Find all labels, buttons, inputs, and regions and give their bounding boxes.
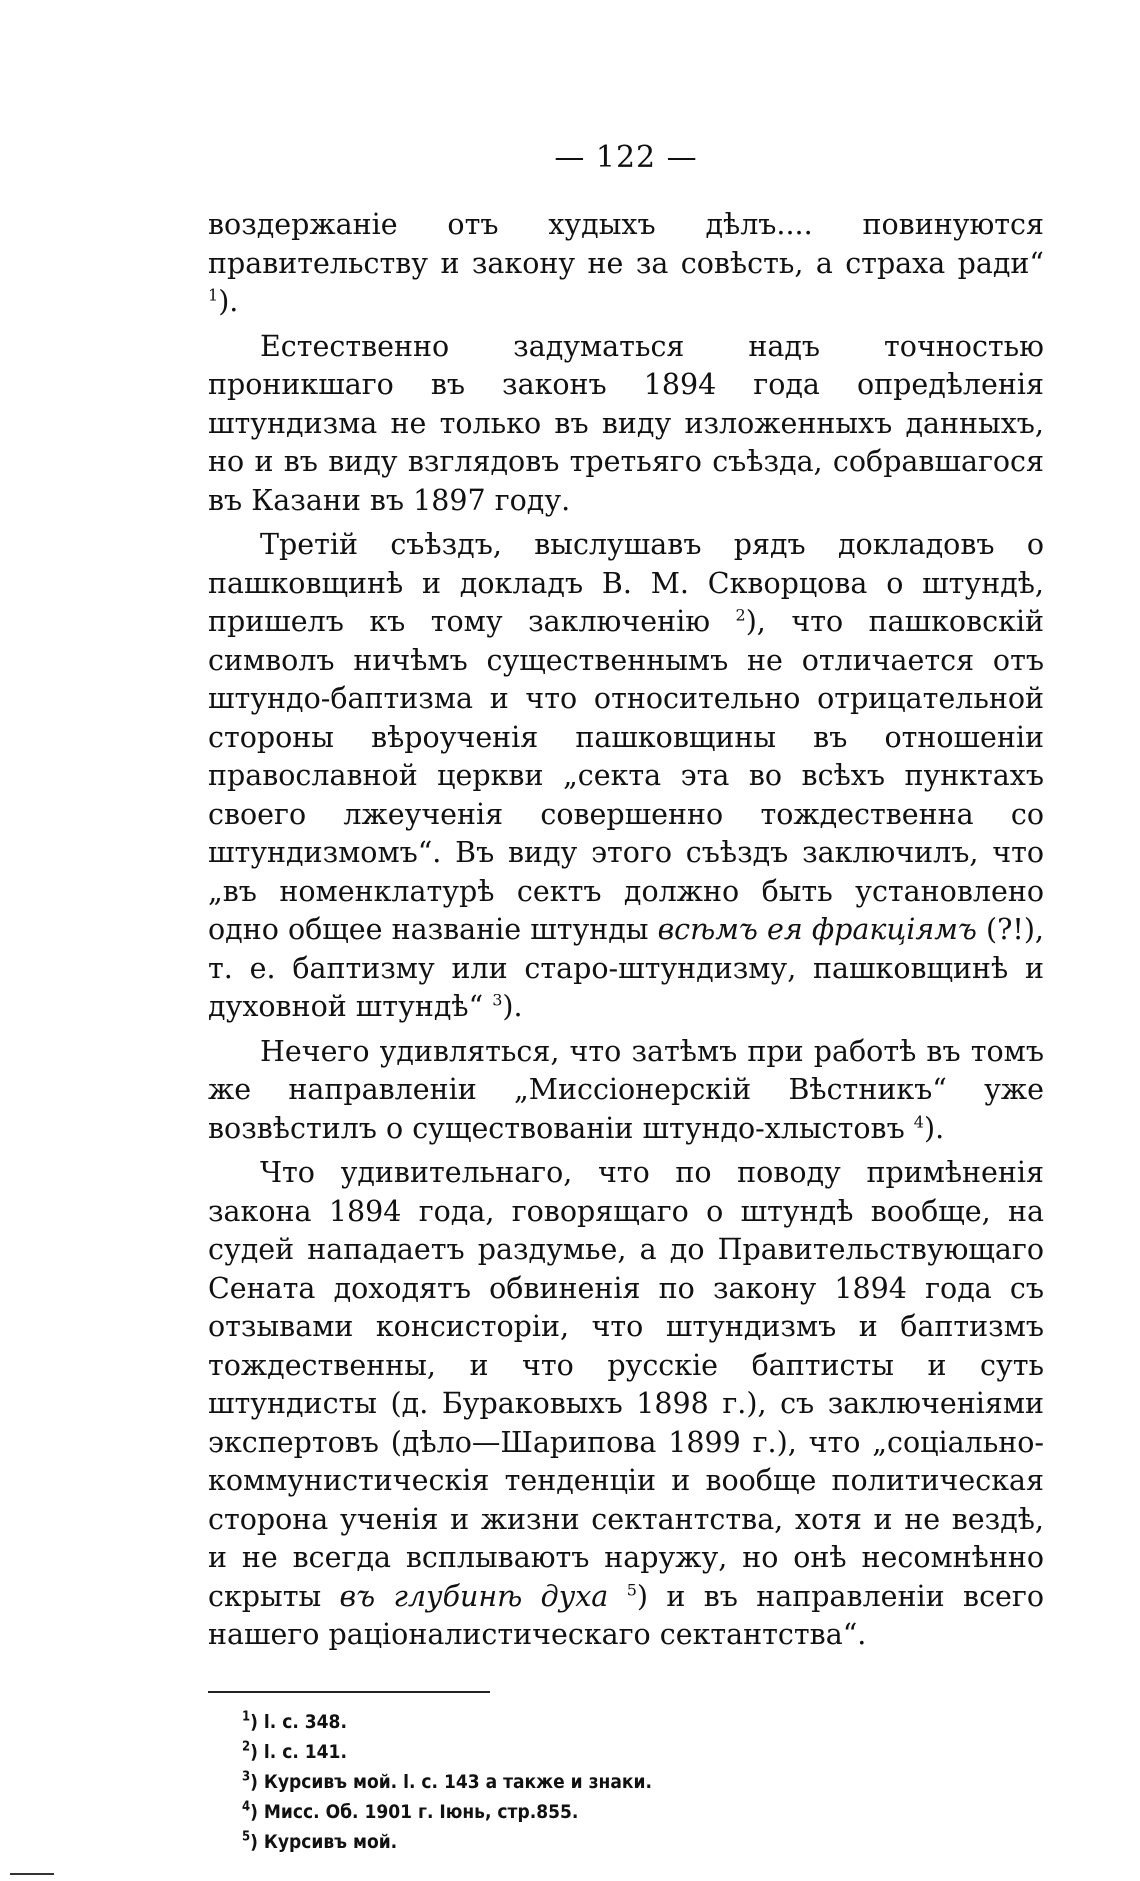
text-run: ) и въ направленіи всего нашего раціоналистическаго сектантства“. xyxy=(208,1579,1044,1651)
scan-edge-mark xyxy=(10,1873,54,1875)
text-run: (?!), т. е. баптизму или старо-штундизму, пашковщинѣ и духовной штундѣ“ xyxy=(208,913,1044,1023)
paragraph xyxy=(208,206,1044,322)
footnote-reference: 4 xyxy=(913,1112,924,1131)
text-run: ), что пашковскій символъ ничѣмъ существеннымъ не отличается отъ штундо-баптизма и что относительно отрицательной стороны вѣроученія пашковщины въ отношеніи православной церкви „секта эта во всѣхъ пунктахъ своего лжеученія совершенно тождественна со штундизмомъ“. Въ виду этого съѣздъ заключилъ, что „въ номенклатурѣ сектъ должно быть установлено одно общее названіе штунды xyxy=(208,605,1044,946)
paragraph xyxy=(208,1154,1044,1655)
paragraph xyxy=(208,1033,1044,1149)
footnote-item xyxy=(242,1737,1044,1767)
page-number: — 122 — xyxy=(554,140,698,175)
book-page xyxy=(208,140,1044,1857)
footnote-item xyxy=(242,1767,1044,1797)
text-run xyxy=(608,1580,626,1613)
text-run: воздержаніе отъ худыхъ дѣлъ.... повинуются правительству и закону не за совѣсть, а страха ради“ xyxy=(208,208,1044,280)
text-run: Что удивительнаго, что по поводу примѣненія закона 1894 года, говорящаго о штундѣ вообще, на судей нападаетъ раздумье, а до Правительствующаго Сената доходятъ обвиненія по закону 1894 года съ отзывами консисторіи, что штундизмъ и баптизмъ тождественны, и что русскіе баптисты и суть штундисты (д. Бураковыхъ 1898 г.), съ заключеніями экспертовъ (дѣло—Шарипова 1899 г.), что „соціально-коммунистическія тенденціи и вообще политическая сторона ученія и жизни сектантства, хотя и не вездѣ, и не всегда всплываютъ наружу, но онѣ несомнѣнно скрыты xyxy=(208,1156,1044,1613)
footnote-mark: 4 xyxy=(242,1799,251,1815)
footnote-divider xyxy=(208,1691,490,1693)
footnote-mark: 3 xyxy=(242,1769,251,1785)
italic-emphasis: всѣмъ ея фракціямъ xyxy=(657,913,977,946)
footnote-reference: 3 xyxy=(492,990,503,1010)
footnotes-list xyxy=(208,1707,1044,1857)
footnote-item xyxy=(242,1827,1044,1857)
footnote-item xyxy=(242,1707,1044,1737)
text-run: Естественно задуматься надъ точностью проникшаго въ законъ 1894 года опредѣленія штундизма не только въ виду изложенныхъ данныхъ, но и въ виду взглядовъ третьяго съѣзда, собравшагося въ Казани въ 1897 году. xyxy=(208,329,1044,517)
footnote-mark: 2 xyxy=(242,1739,251,1755)
footnote-reference: 1 xyxy=(208,285,219,305)
footnote-item xyxy=(242,1797,1044,1827)
text-run: ). xyxy=(218,285,239,318)
footnote-reference: 2 xyxy=(735,605,746,625)
footnote-reference: 5 xyxy=(626,1580,637,1599)
text-run: ). xyxy=(502,990,523,1023)
text-run: Нечего удивляться, что затѣмъ при работѣ въ томъ же направленіи „Миссіонерскій Вѣстникъ“ уже возвѣстилъ о существованіи штундо-хлыстовъ xyxy=(208,1034,1044,1145)
paragraph xyxy=(208,328,1044,521)
footnote-text: ) Мисс. Об. 1901 г. Іюнь, стр.855. xyxy=(250,1800,579,1823)
footnote-text: ) l. c. 348. xyxy=(250,1710,347,1733)
italic-emphasis: въ глубинѣ духа xyxy=(339,1579,609,1613)
footnote-mark: 5 xyxy=(242,1829,251,1845)
text-run: Третій съѣздъ, выслушавъ рядъ докладовъ о пашковщинѣ и докладъ В. М. Скворцова о штундѣ, пришелъ къ тому заключенію xyxy=(208,528,1044,638)
footnote-text: ) Курсивъ мой. l. c. 143 а также и знаки. xyxy=(250,1770,652,1793)
footnote-text: ) l. c. 141. xyxy=(250,1740,347,1763)
main-text xyxy=(208,206,1044,1655)
paragraph xyxy=(208,526,1044,1027)
text-run: ). xyxy=(923,1111,945,1145)
footnote-mark: 1 xyxy=(242,1709,251,1725)
footnote-text: ) Курсивъ мой. xyxy=(250,1830,398,1853)
